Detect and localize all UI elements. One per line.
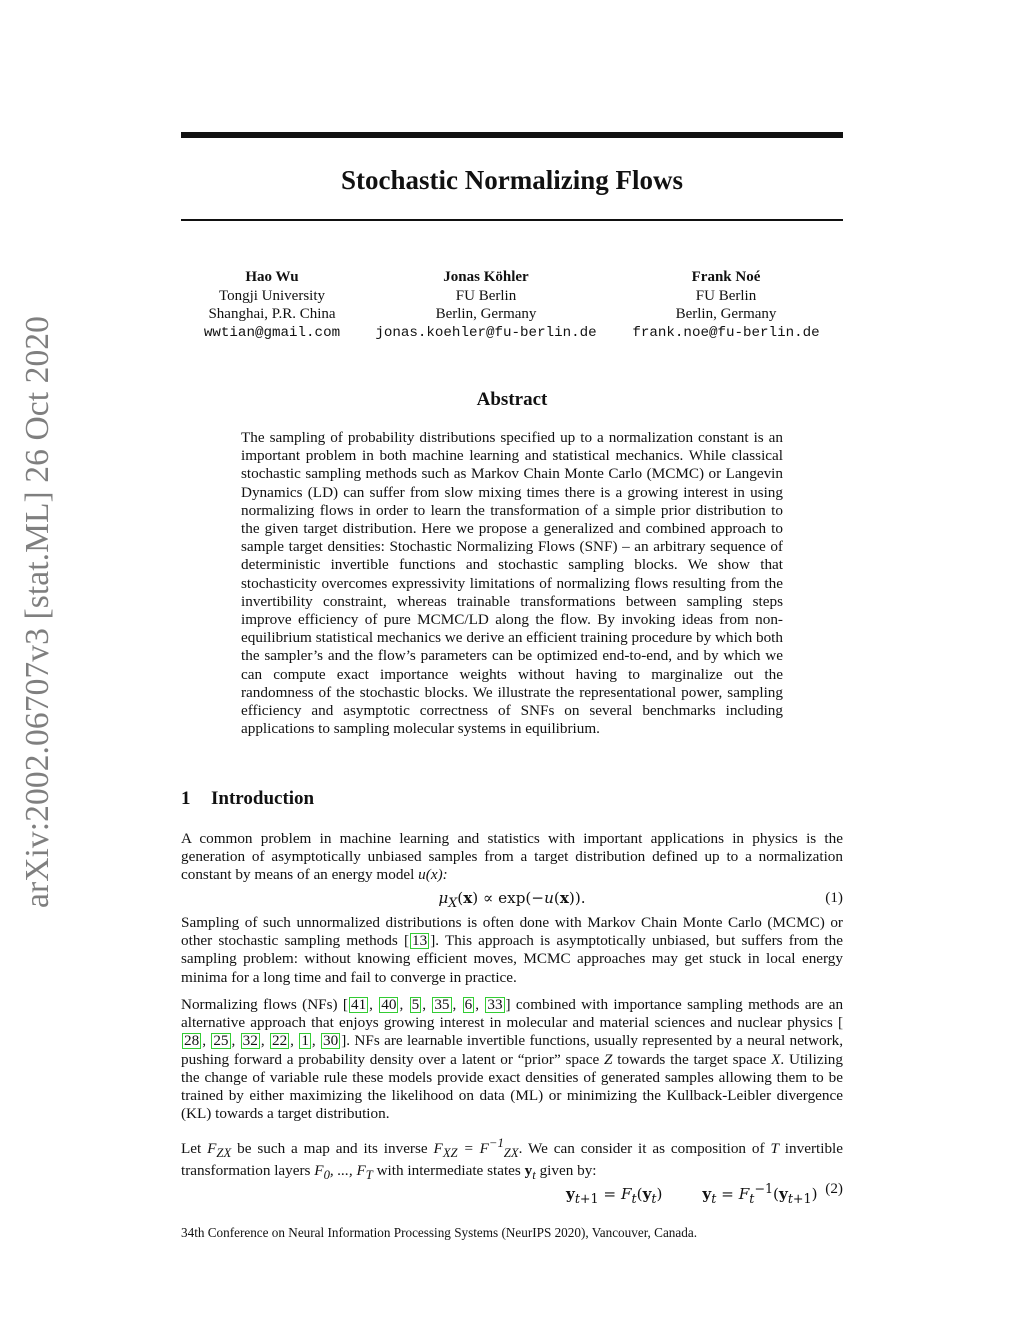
inline-math: $F_{XZ} = F^{-1}_{ZX}$: [433, 1136, 519, 1161]
citation-link[interactable]: 35: [434, 996, 450, 1013]
author-location: Berlin, Germany: [435, 306, 537, 322]
intro-paragraph-1: [181, 830, 843, 885]
arxiv-identifier: arXiv:2002.06707v3 [stat.ML] 26 Oct 2020: [19, 315, 56, 909]
author-email[interactable]: wwtian@gmail.com: [203, 324, 341, 341]
abstract-text: The sampling of probability distributions specified up to a normalization constant is an important problem in both machine learning and statistical mechanics. While classical stochastic sampling methods such as Markov Chain Monte Carlo (MCMC) or Langevin Dynamics (LD) can suffer from slow mixing times there is a growing interest in using normalizing flows in order to learn the transformation of a simple prior distribution to the given target distribution. Here we propose a generalized and combined approach to sample target densities: Stochastic Normalizing Flows (SNF) – an arbitrary sequence of deterministic invertible functions and stochastic sampling blocks. We show that stochasticity overcomes expressivity limitations of normalizing flows resulting from the invertibility constraint, whereas trainable transformations between sampling steps improve efficiency of pure MCMC/LD along the flow. By invoking ideas from non-equilibrium statistical mechanics we derive an efficient training procedure by which both the sampler’s and the flow’s parameters can be optimized end-to-end, and by which we can compute exact importance weights without having to marginalize out the randomness of the stochastic blocks. We illustrate the representational power, sampling efficiency and asymptotic correctness of SNFs on several benchmarks including applications to sampling molecular systems in equilibrium.: [241, 429, 783, 738]
paragraph-text: Let: [181, 1140, 208, 1158]
inline-math: T: [770, 1140, 779, 1158]
inline-math: $y_t$: [524, 1162, 536, 1183]
citation-link[interactable]: 6: [464, 996, 473, 1013]
equation-number: (1): [825, 889, 843, 906]
author-affiliation: FU Berlin: [455, 287, 517, 304]
paragraph-text: given by:: [535, 1162, 597, 1180]
paragraph-text: be such a map and its inverse: [231, 1140, 434, 1158]
paper-title: Stochastic Normalizing Flows: [341, 165, 683, 195]
citation-link[interactable]: 32: [242, 1032, 258, 1050]
paragraph-text: Normalizing flows (NFs): [181, 996, 343, 1013]
author-block: [360, 268, 612, 342]
author-name: Frank Noé: [691, 269, 761, 285]
paragraph-text: . We can consider it as composition of: [518, 1140, 771, 1158]
paragraph-text: . This approach is asymptotically unbiased, but suffers from the sampling problem: without knowing efficient moves, MCMC approaches may get stuck in local energy minima for a long time and fail to converge in practice.: [181, 932, 843, 986]
paragraph-text: towards the target space: [612, 1050, 772, 1068]
citation-link[interactable]: 13: [412, 932, 428, 950]
citation-link[interactable]: 40: [381, 996, 397, 1013]
paragraph-text: A common problem in machine learning and statistics with important applications in physics is the generation of asymptotically unbiased samples from a target distribution defined up to a normalization constant by means of an energy model: [181, 830, 843, 884]
author-affiliation: Tongji University: [218, 287, 326, 304]
paragraph-text: with intermediate states: [372, 1162, 525, 1180]
section-title: Introduction: [211, 788, 315, 809]
citation-link[interactable]: 33: [487, 996, 503, 1013]
equation-2: [181, 1178, 843, 1207]
author-email[interactable]: jonas.koehler@fu-berlin.de: [375, 324, 597, 341]
paragraph-text: Sampling of such unnormalized distributions is often done with Markov Chain Monte Carlo (MCMC) or other stochastic sampling methods: [181, 914, 843, 950]
section-number: 1: [181, 788, 191, 809]
conference-footnote: 34th Conference on Neural Information Processing Systems (NeurIPS 2020), Vancouver, Canada.: [181, 1225, 697, 1240]
paragraph-text: combined with importance sampling methods are an alternative approach that enjoys growing interest in molecular and material sciences and nuclear physics: [181, 996, 844, 1032]
equation-1: [181, 887, 843, 909]
author-location: Berlin, Germany: [675, 306, 777, 322]
paragraph-text: invertible transformation layers: [181, 1140, 843, 1180]
author-name: Hao Wu: [245, 269, 299, 285]
citation-link[interactable]: 5: [411, 996, 420, 1013]
title-bottom-rule: [181, 219, 843, 221]
author-email[interactable]: frank.noe@fu-berlin.de: [632, 324, 820, 341]
intro-paragraph-2: Sampling of such unnormalized distributions is often done with Markov Chain Monte Carlo (MCMC) or other stochastic sampling methods [ 13 ]. This approach is asymptotically unbiased, but suffers from the sampling problem: without knowing efficient moves, MCMC approaches may get stuck in local energy minima for a long time and fail to converge in practice.: [181, 914, 843, 986]
title-top-rule: [181, 132, 843, 138]
citation-link[interactable]: 22: [271, 1032, 288, 1050]
inline-math: u(x):: [418, 866, 448, 884]
equation-body: $\mu_X(x) \propto \exp(-u(x))$.: [438, 889, 586, 911]
abstract-heading: Abstract: [476, 389, 548, 410]
paragraph-text: . Utilizing the change of variable rule these models provide exact densities of generated samples allowing them to be trained by either maximizing the likelihood on data (ML) or minimizing the Kullback-Leibler divergence (KL) towards a target distribution.: [181, 1050, 843, 1123]
author-block: [616, 268, 836, 342]
equation-body: $y_{t+1} = F_t(y_t) y_t = F_t^{-1}(y_{t+1})$: [566, 1181, 818, 1207]
inline-math: X: [771, 1050, 781, 1068]
citation-link[interactable]: 25: [213, 1032, 229, 1050]
author-affiliation: FU Berlin: [695, 287, 757, 304]
intro-paragraph-4: [181, 1134, 843, 1185]
inline-math: $F_{ZX}$: [207, 1140, 232, 1161]
citation-link[interactable]: 28: [184, 1032, 200, 1050]
inline-math: Z: [604, 1050, 613, 1068]
inline-math: $F_0$, ..., $F_T$: [314, 1162, 373, 1183]
equation-number: (2): [825, 1180, 843, 1197]
intro-paragraph-3: Normalizing flows (NFs) [ 41 , 40 , 5 , 35 , 6 , 33 ] combined with importance sampling methods are an alternative approach that enjoys growing interest in molecular and material sciences and nuclear physics [28 , 25 , 32 , 22 , 1 , 30 ]. NFs are learnable invertible functions, usually represented by a neural network, pushing forward a probability density over a latent or “prior” space Z towards the target space X. Utilizing the change of variable rule these models provide exact densities of generated samples allowing them to be trained by either maximizing the likelihood on data (ML) or minimizing the Kullback-Leibler divergence (KL) towards a target distribution.: [181, 996, 844, 1123]
author-location: Shanghai, P.R. China: [208, 306, 336, 322]
citation-link[interactable]: 41: [350, 996, 367, 1013]
author-block: [172, 268, 372, 342]
section-heading: [181, 787, 314, 811]
author-name: Jonas Köhler: [443, 269, 529, 285]
paragraph-text: . NFs are learnable invertible functions, usually represented by a neural network, pushing forward a probability density over a latent or “prior” space: [181, 1032, 844, 1068]
citation-link[interactable]: 1: [301, 1032, 309, 1050]
citation-link[interactable]: 30: [323, 1032, 339, 1050]
